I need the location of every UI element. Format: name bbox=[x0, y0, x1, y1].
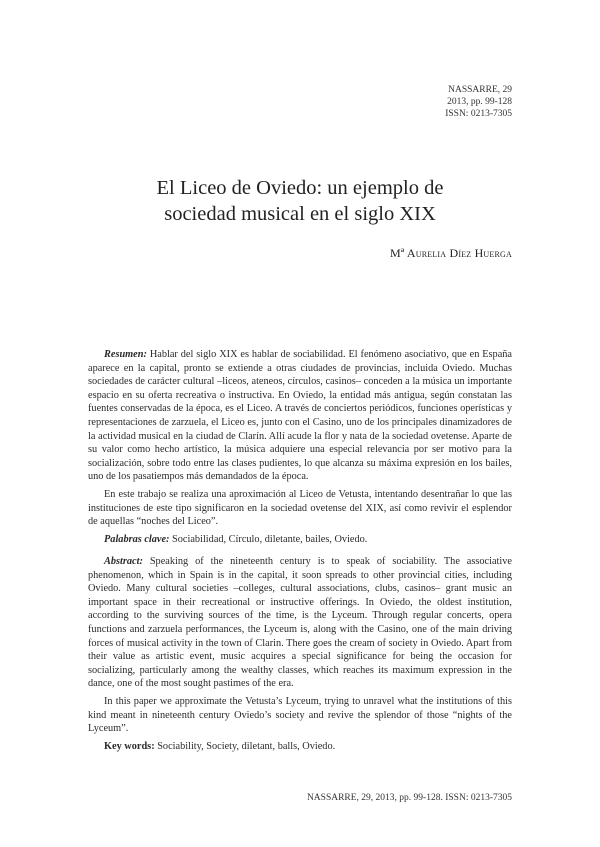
journal-issn: ISSN: 0213-7305 bbox=[445, 109, 512, 119]
resumen-text: Hablar del siglo XIX es hablar de sociabilidad. El fenómeno asociativo, que en España aparece en la capital, pronto se extiende a otras ciudades de provincias, incluida Oviedo. Muchas sociedades de carácter cultural –liceos, ateneos, círculos, casinos– conceden a la música un importante espacio en su oferta recreativa o instructiva. En Oviedo, la entidad más antigua, según constatan las fuentes conservadas de la época, es el Liceo. A través de conciertos periódicos, funciones operísticas y representaciones de zarzuela, el Liceo es, junto con el Casino, uno de los principales dinamizadores de la actividad musical en la ciudad de Clarín. Allí acude la flor y nata de la sociedad ovetense. Aparte de su valor como hecho artístico, la música adquiere una especial relevancia por ser motivo para la socialización, sobre todo entre las clases pudientes, lo que alcanza su máxima expresión en los bailes, uno de los pasatiempos más demandados de la época. bbox=[88, 349, 512, 483]
resumen-section bbox=[88, 348, 512, 546]
resumen-label: Resumen: bbox=[104, 349, 147, 360]
title-line-2: sociedad musical en el siglo XIX bbox=[164, 203, 436, 225]
article-title bbox=[100, 175, 500, 227]
page-footer: NASSARRE, 29, 2013, pp. 99-128. ISSN: 0213-7305 bbox=[306, 793, 512, 803]
resumen-paragraph bbox=[88, 348, 512, 484]
key-words-label: Key words: bbox=[104, 740, 155, 752]
journal-reference bbox=[445, 84, 512, 120]
abstract-label: Abstract: bbox=[104, 556, 143, 567]
palabras-clave-text: Sociabilidad, Círculo, diletante, bailes, Oviedo. bbox=[169, 533, 368, 545]
abstract-text: Speaking of the nineteenth century is to speak of sociability. The associative phenomenon, which in Spain is in the capital, it soon spreads to other provincial cities, including Oviedo. Many cultural societies –colleges, cultural associations, clubs, casinos– grant music an important space in their recreational or instructive offerings. In Oviedo, the oldest institution, according to the surviving sources of the time, is the Lyceum. Through regular concerts, opera functions and zarzuela performances, the Lyceum is, along with the Casino, one of the main driving forces of musical activity in the town of Clarin. There goes the cream of society in Oviedo. Apart from their value as artistic event, music acquires a special significance for being the occasion for socializing, particularly among the wealthy classes, which reaches its maximum expression in the dance, one of the most sought pastimes of the era. bbox=[88, 556, 512, 690]
abstract-paragraph-2: In this paper we approximate the Vetusta’s Lyceum, trying to unravel what the institutions of this kind meant in nineteenth century Oviedo’s society and revive the splendor of those “nights of the Lyceum”. bbox=[88, 695, 512, 735]
resumen-paragraph-2: En este trabajo se realiza una aproximación al Liceo de Vetusta, intentando desentrañar lo que las instituciones de este tipo significaron en la sociedad ovetense del XIX, así como revivir el esplendor de aquellas “noches del Liceo”. bbox=[88, 488, 512, 528]
author-name: Mª Aurelia Díez Huerga bbox=[389, 246, 512, 260]
abstract-section bbox=[88, 555, 512, 753]
key-words bbox=[88, 740, 512, 754]
journal-name: NASSARRE, 29 bbox=[448, 85, 512, 95]
title-line-1: El Liceo de Oviedo: un ejemplo de bbox=[156, 177, 444, 199]
palabras-clave bbox=[88, 533, 512, 547]
palabras-clave-label: Palabras clave: bbox=[104, 533, 170, 545]
abstract-paragraph bbox=[88, 555, 512, 691]
journal-year-pages: 2013, pp. 99-128 bbox=[447, 97, 512, 107]
key-words-text: Sociability, Society, diletant, balls, Oviedo. bbox=[154, 740, 336, 752]
